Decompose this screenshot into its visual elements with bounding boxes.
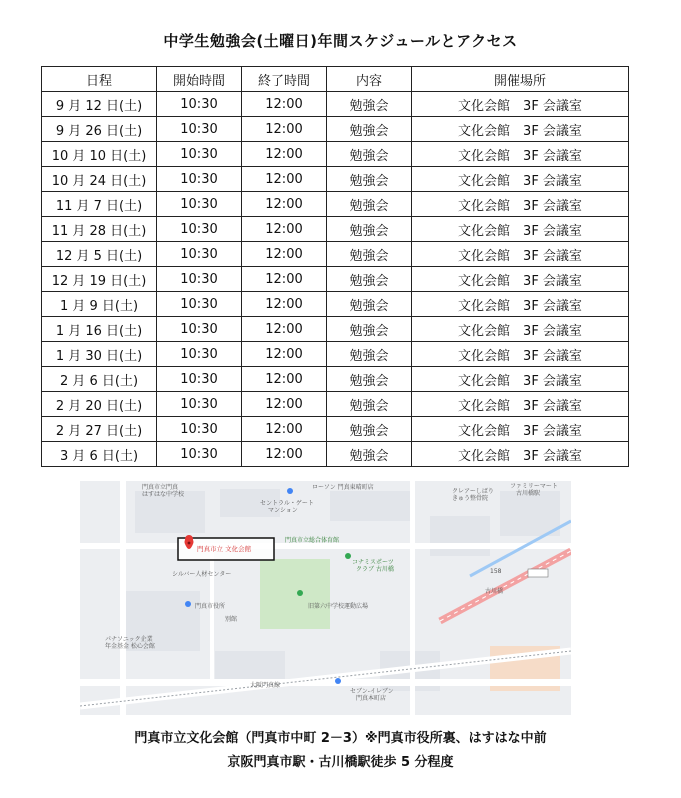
table-row bbox=[42, 267, 629, 292]
map-block bbox=[430, 516, 490, 556]
start-time-cell: 10:30 bbox=[157, 267, 242, 292]
venue-cell: 文化会館 3F 会議室 bbox=[412, 292, 629, 317]
poi-pin-icon bbox=[345, 553, 351, 559]
map-label-route: 大阪門真線 bbox=[250, 682, 281, 689]
end-time-cell: 12:00 bbox=[242, 142, 327, 167]
table-row bbox=[42, 217, 629, 242]
table-row bbox=[42, 92, 629, 117]
poi-pin-icon bbox=[287, 488, 293, 494]
end-time-cell: 12:00 bbox=[242, 92, 327, 117]
date-cell: 1 月 30 日(土) bbox=[42, 342, 157, 367]
content-cell: 勉強会 bbox=[327, 167, 412, 192]
start-time-cell: 10:30 bbox=[157, 217, 242, 242]
header-date: 日程 bbox=[42, 67, 157, 92]
end-time-cell: 12:00 bbox=[242, 417, 327, 442]
access-directions: 京阪門真市駅・古川橋駅徒歩 5 分程度 bbox=[227, 755, 454, 770]
start-time-cell: 10:30 bbox=[157, 92, 242, 117]
svg-text:門真本町店: 門真本町店 bbox=[356, 695, 387, 702]
table-row bbox=[42, 167, 629, 192]
end-time-cell: 12:00 bbox=[242, 267, 327, 292]
table-row bbox=[42, 317, 629, 342]
venue-cell: 文化会館 3F 会議室 bbox=[412, 417, 629, 442]
page-title: 中学生勉強会(土曜日)年間スケジュールとアクセス bbox=[163, 32, 518, 50]
content-cell: 勉強会 bbox=[327, 392, 412, 417]
end-time-cell: 12:00 bbox=[242, 367, 327, 392]
date-cell: 1 月 9 日(土) bbox=[42, 292, 157, 317]
svg-text:パナソニック企業: パナソニック企業 bbox=[105, 636, 153, 643]
table-row bbox=[42, 392, 629, 417]
poi-pin-icon bbox=[297, 590, 303, 596]
map-label-school: 門真市立門真 bbox=[142, 484, 179, 491]
venue-cell: 文化会館 3F 会議室 bbox=[412, 92, 629, 117]
date-cell: 1 月 16 日(土) bbox=[42, 317, 157, 342]
content-cell: 勉強会 bbox=[327, 342, 412, 367]
end-time-cell: 12:00 bbox=[242, 167, 327, 192]
table-row bbox=[42, 367, 629, 392]
venue-cell: 文化会館 3F 会議室 bbox=[412, 392, 629, 417]
venue-cell: 文化会館 3F 会議室 bbox=[412, 117, 629, 142]
date-cell: 11 月 7 日(土) bbox=[42, 192, 157, 217]
start-time-cell: 10:30 bbox=[157, 392, 242, 417]
start-time-cell: 10:30 bbox=[157, 317, 242, 342]
content-cell: 勉強会 bbox=[327, 317, 412, 342]
table-row bbox=[42, 117, 629, 142]
venue-cell: 文化会館 3F 会議室 bbox=[412, 367, 629, 392]
start-time-cell: 10:30 bbox=[157, 292, 242, 317]
header-start-time: 開始時間 bbox=[157, 67, 242, 92]
map-label-lawson: ローソン 門真東晴町店 bbox=[312, 484, 374, 491]
date-cell: 2 月 27 日(土) bbox=[42, 417, 157, 442]
svg-text:クラブ 古川橋: クラブ 古川橋 bbox=[356, 566, 394, 573]
end-time-cell: 12:00 bbox=[242, 217, 327, 242]
end-time-cell: 12:00 bbox=[242, 342, 327, 367]
date-cell: 10 月 24 日(土) bbox=[42, 167, 157, 192]
station-box bbox=[528, 569, 548, 577]
start-time-cell: 10:30 bbox=[157, 242, 242, 267]
table-row bbox=[42, 417, 629, 442]
field-park bbox=[260, 559, 330, 629]
date-cell: 2 月 20 日(土) bbox=[42, 392, 157, 417]
map-label-annex: 別館 bbox=[225, 616, 238, 623]
date-cell: 9 月 12 日(土) bbox=[42, 92, 157, 117]
svg-text:クレアーしばり: クレアーしばり bbox=[452, 488, 494, 495]
svg-text:コナミスポーツ: コナミスポーツ bbox=[352, 559, 394, 566]
start-time-cell: 10:30 bbox=[157, 442, 242, 467]
header-end-time: 終了時間 bbox=[242, 67, 327, 92]
date-cell: 11 月 28 日(土) bbox=[42, 217, 157, 242]
venue-cell: 文化会館 3F 会議室 bbox=[412, 317, 629, 342]
start-time-cell: 10:30 bbox=[157, 417, 242, 442]
date-cell: 2 月 6 日(土) bbox=[42, 367, 157, 392]
schedule-body bbox=[42, 92, 629, 467]
svg-text:ファミリーマート: ファミリーマート bbox=[510, 483, 558, 490]
venue-cell: 文化会館 3F 会議室 bbox=[412, 142, 629, 167]
table-row bbox=[42, 292, 629, 317]
map-road bbox=[410, 481, 415, 715]
map-label-station: 古川橋 bbox=[485, 588, 504, 595]
venue-cell: 文化会館 3F 会議室 bbox=[412, 167, 629, 192]
end-time-cell: 12:00 bbox=[242, 292, 327, 317]
start-time-cell: 10:30 bbox=[157, 167, 242, 192]
end-time-cell: 12:00 bbox=[242, 317, 327, 342]
date-cell: 12 月 5 日(土) bbox=[42, 242, 157, 267]
header-content: 内容 bbox=[327, 67, 412, 92]
table-row bbox=[42, 192, 629, 217]
date-cell: 9 月 26 日(土) bbox=[42, 117, 157, 142]
venue-cell: 文化会館 3F 会議室 bbox=[412, 242, 629, 267]
table-row bbox=[42, 142, 629, 167]
table-header-row bbox=[42, 67, 629, 92]
content-cell: 勉強会 bbox=[327, 417, 412, 442]
schedule-table bbox=[41, 66, 629, 467]
table-row bbox=[42, 442, 629, 467]
start-time-cell: 10:30 bbox=[157, 367, 242, 392]
end-time-cell: 12:00 bbox=[242, 442, 327, 467]
svg-text:セブン-イレブン: セブン-イレブン bbox=[350, 688, 394, 695]
start-time-cell: 10:30 bbox=[157, 142, 242, 167]
map-label-field: 旧第六中学校運動広場 bbox=[308, 603, 369, 610]
map-block bbox=[215, 651, 285, 681]
access-map[interactable] bbox=[80, 481, 571, 715]
table-row bbox=[42, 342, 629, 367]
map-label-silver: シルバー人材センター bbox=[172, 571, 232, 578]
start-time-cell: 10:30 bbox=[157, 117, 242, 142]
svg-text:マンション: マンション bbox=[268, 507, 298, 514]
date-cell: 12 月 19 日(土) bbox=[42, 267, 157, 292]
map-block bbox=[330, 491, 410, 521]
content-cell: 勉強会 bbox=[327, 242, 412, 267]
start-time-cell: 10:30 bbox=[157, 192, 242, 217]
venue-cell: 文化会館 3F 会議室 bbox=[412, 267, 629, 292]
venue-address: 門真市立文化会館（門真市中町 2－3）※門真市役所裏、はすはな中前 bbox=[134, 731, 547, 746]
table-row bbox=[42, 242, 629, 267]
end-time-cell: 12:00 bbox=[242, 242, 327, 267]
content-cell: 勉強会 bbox=[327, 192, 412, 217]
content-cell: 勉強会 bbox=[327, 92, 412, 117]
map-block bbox=[500, 491, 560, 536]
venue-cell: 文化会館 3F 会議室 bbox=[412, 217, 629, 242]
map-label-gym: 門真市立総合体育館 bbox=[285, 537, 340, 544]
start-time-cell: 10:30 bbox=[157, 342, 242, 367]
venue-marker-label: 門真市立 文化会館 bbox=[197, 545, 252, 553]
map-label-road-no: 158 bbox=[490, 568, 502, 575]
svg-text:セントラル・ゲート: セントラル・ゲート bbox=[260, 500, 314, 507]
content-cell: 勉強会 bbox=[327, 117, 412, 142]
svg-text:きゅう整骨院: きゅう整骨院 bbox=[452, 495, 489, 502]
svg-text:古川橋駅: 古川橋駅 bbox=[516, 490, 541, 497]
content-cell: 勉強会 bbox=[327, 442, 412, 467]
end-time-cell: 12:00 bbox=[242, 192, 327, 217]
header-venue: 開催場所 bbox=[412, 67, 629, 92]
content-cell: 勉強会 bbox=[327, 142, 412, 167]
venue-cell: 文化会館 3F 会議室 bbox=[412, 192, 629, 217]
date-cell: 3 月 6 日(土) bbox=[42, 442, 157, 467]
map-label-city-hall: 門真市役所 bbox=[195, 603, 226, 610]
svg-text:はすはな中学校: はすはな中学校 bbox=[142, 491, 185, 498]
content-cell: 勉強会 bbox=[327, 217, 412, 242]
venue-cell: 文化会館 3F 会議室 bbox=[412, 442, 629, 467]
content-cell: 勉強会 bbox=[327, 292, 412, 317]
end-time-cell: 12:00 bbox=[242, 392, 327, 417]
venue-cell: 文化会館 3F 会議室 bbox=[412, 342, 629, 367]
end-time-cell: 12:00 bbox=[242, 117, 327, 142]
poi-pin-icon bbox=[185, 601, 191, 607]
date-cell: 10 月 10 日(土) bbox=[42, 142, 157, 167]
content-cell: 勉強会 bbox=[327, 267, 412, 292]
poi-pin-icon bbox=[335, 678, 341, 684]
svg-text:年金基金 松心会館: 年金基金 松心会館 bbox=[105, 643, 155, 650]
content-cell: 勉強会 bbox=[327, 367, 412, 392]
